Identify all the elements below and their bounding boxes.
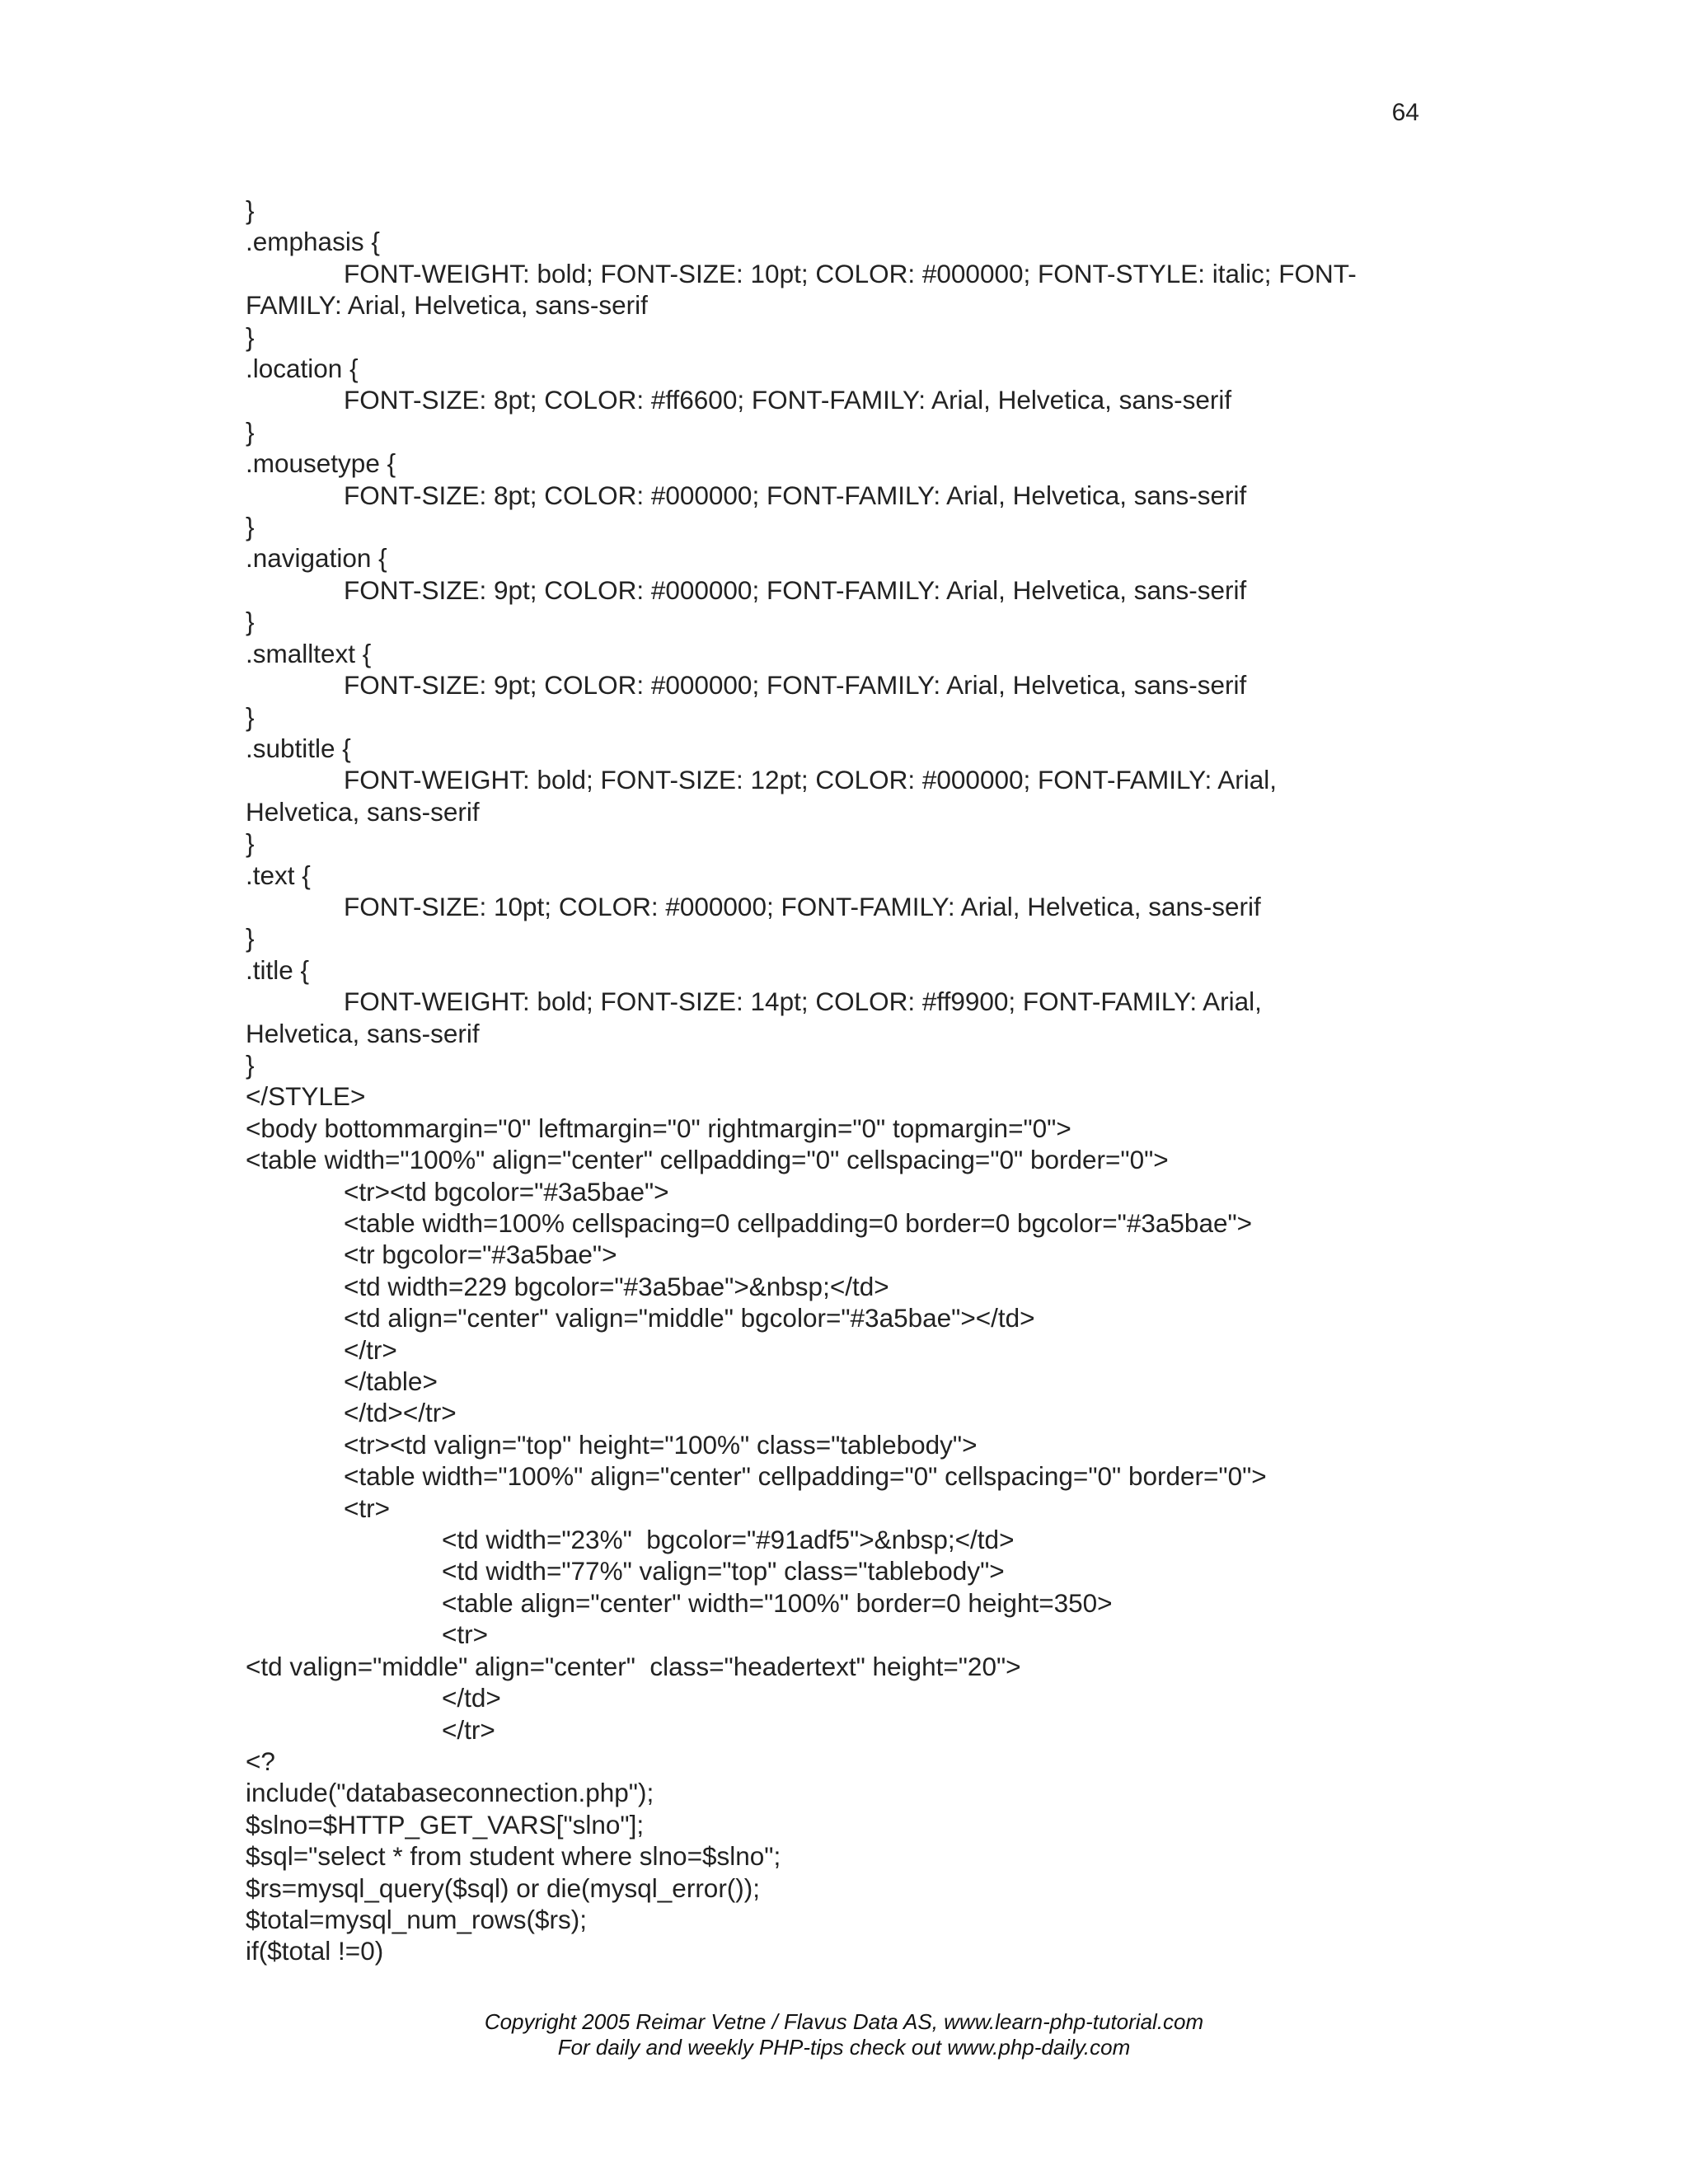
code-line: </STYLE> xyxy=(246,1081,366,1112)
code-line: } xyxy=(246,828,255,859)
code-line: <td width=229 bgcolor="#3a5bae">&nbsp;</td> xyxy=(344,1271,889,1301)
code-line: .emphasis { xyxy=(246,227,380,257)
code-line: .navigation { xyxy=(246,543,387,574)
code-line: .mousetype { xyxy=(246,448,396,479)
code-line: <td valign="middle" align="center" class="headertext" height="20"> xyxy=(246,1651,1021,1681)
code-line: <tr bgcolor="#3a5bae"> xyxy=(344,1240,617,1270)
code-line: FONT-SIZE: 8pt; COLOR: #ff6600; FONT-FAMILY: Arial, Helvetica, sans-serif xyxy=(344,385,1232,415)
code-line: } xyxy=(246,923,255,954)
code-line: FONT-WEIGHT: bold; FONT-SIZE: 12pt; COLOR: #000000; FONT-FAMILY: Arial, xyxy=(344,765,1277,795)
code-line: $total=mysql_num_rows($rs); xyxy=(246,1904,588,1934)
code-line: $rs=mysql_query($sql) or die(mysql_error()); xyxy=(246,1872,761,1903)
code-line: FAMILY: Arial, Helvetica, sans-serif xyxy=(246,290,648,321)
code-line: <table align="center" width="100%" border=0 height=350> xyxy=(442,1587,1113,1618)
code-line: <table width=100% cellspacing=0 cellpadding=0 border=0 bgcolor="#3a5bae"> xyxy=(344,1208,1253,1238)
code-line: FONT-WEIGHT: bold; FONT-SIZE: 10pt; COLOR: #000000; FONT-STYLE: italic; FONT- xyxy=(344,258,1357,288)
code-line: } xyxy=(246,607,255,637)
code-line: } xyxy=(246,321,255,352)
code-line: </tr> xyxy=(344,1334,397,1365)
code-line: <tr> xyxy=(344,1493,391,1523)
code-line: <? xyxy=(246,1746,275,1776)
code-listing xyxy=(246,194,1449,1967)
code-line: $slno=$HTTP_GET_VARS["slno"]; xyxy=(246,1809,645,1840)
code-line: </tr> xyxy=(442,1714,495,1745)
code-line: <tr><td bgcolor="#3a5bae"> xyxy=(344,1176,669,1207)
code-line: </table> xyxy=(344,1366,438,1397)
code-line: <table width="100%" align="center" cellpadding="0" cellspacing="0" border="0"> xyxy=(344,1461,1267,1492)
code-line: } xyxy=(246,195,255,225)
code-line: <td width="77%" valign="top" class="tablebody"> xyxy=(442,1556,1005,1586)
code-line: } xyxy=(246,512,255,542)
code-line: <td align="center" valign="middle" bgcolor="#3a5bae"></td> xyxy=(344,1303,1035,1333)
code-line: <td width="23%" bgcolor="#91adf5">&nbsp;</td> xyxy=(442,1525,1015,1555)
code-line: } xyxy=(246,701,255,732)
code-line: .smalltext { xyxy=(246,638,372,668)
code-line: <body bottommargin="0" leftmargin="0" rightmargin="0" topmargin="0"> xyxy=(246,1113,1071,1143)
code-line: include("databaseconnection.php"); xyxy=(246,1778,654,1808)
code-line: FONT-SIZE: 9pt; COLOR: #000000; FONT-FAMILY: Arial, Helvetica, sans-serif xyxy=(344,670,1247,701)
code-line: </td></tr> xyxy=(344,1398,457,1428)
footer-tips: For daily and weekly PHP-tips check out www.php-daily.com xyxy=(557,2035,1131,2060)
code-line: FONT-SIZE: 9pt; COLOR: #000000; FONT-FAMILY: Arial, Helvetica, sans-serif xyxy=(344,574,1247,605)
code-line: } xyxy=(246,1049,255,1080)
code-line: <tr><td valign="top" height="100%" class="tablebody"> xyxy=(344,1429,978,1460)
code-line: Helvetica, sans-serif xyxy=(246,796,480,827)
code-line: <table width="100%" align="center" cellpadding="0" cellspacing="0" border="0"> xyxy=(246,1145,1169,1175)
code-line: Helvetica, sans-serif xyxy=(246,1018,480,1048)
code-line: FONT-SIZE: 8pt; COLOR: #000000; FONT-FAMILY: Arial, Helvetica, sans-serif xyxy=(344,480,1247,510)
code-line: .location { xyxy=(246,354,359,384)
footer-copyright: Copyright 2005 Reimar Vetne / Flavus Data AS, www.learn-php-tutorial.com xyxy=(484,2009,1204,2034)
code-line: <tr> xyxy=(442,1619,489,1650)
code-line: FONT-WEIGHT: bold; FONT-SIZE: 14pt; COLOR: #ff9900; FONT-FAMILY: Arial, xyxy=(344,987,1262,1017)
code-line: .title { xyxy=(246,954,310,985)
page-number: 64 xyxy=(1391,99,1419,126)
code-line: } xyxy=(246,416,255,447)
code-line: FONT-SIZE: 10pt; COLOR: #000000; FONT-FAMILY: Arial, Helvetica, sans-serif xyxy=(344,891,1261,921)
code-line: </td> xyxy=(442,1683,501,1713)
code-line: .text { xyxy=(246,860,311,890)
page-footer xyxy=(0,2009,1688,2060)
code-line: .subtitle { xyxy=(246,733,351,763)
code-line: $sql="select * from student where slno=$slno"; xyxy=(246,1841,781,1872)
code-line: if($total !=0) xyxy=(246,1936,384,1966)
